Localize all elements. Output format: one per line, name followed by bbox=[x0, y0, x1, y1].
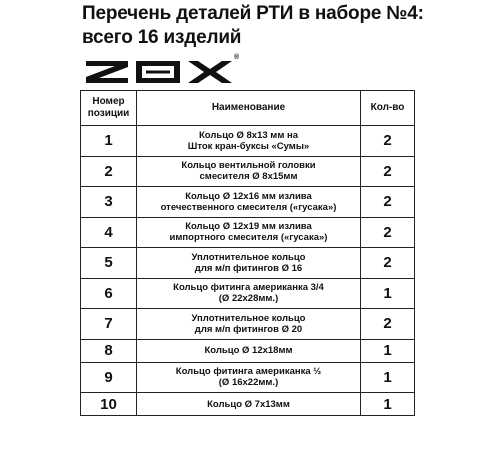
part-quantity: 1 bbox=[361, 339, 415, 362]
table-row bbox=[81, 248, 415, 279]
part-name bbox=[137, 362, 361, 393]
position-number: 3 bbox=[81, 187, 137, 218]
part-name-line: Кольцо Ø 7x13мм bbox=[207, 398, 290, 410]
part-name bbox=[137, 393, 361, 416]
zox-logo bbox=[84, 58, 234, 86]
header-name: Наименование bbox=[137, 91, 361, 126]
position-number: 1 bbox=[81, 126, 137, 157]
part-name bbox=[137, 217, 361, 248]
part-name-line: для м/п фитингов Ø 16 bbox=[194, 262, 303, 274]
part-name-line: Кольцо Ø 12x18мм bbox=[204, 345, 293, 356]
part-quantity: 2 bbox=[361, 217, 415, 248]
part-name bbox=[137, 156, 361, 187]
part-quantity: 2 bbox=[361, 126, 415, 157]
parts-table bbox=[80, 90, 415, 416]
position-number: 6 bbox=[81, 278, 137, 309]
part-quantity: 1 bbox=[361, 362, 415, 393]
part-name-line: Кольцо Ø 12x19 мм излива bbox=[185, 221, 312, 233]
table-row bbox=[81, 126, 415, 157]
table-row bbox=[81, 393, 415, 416]
part-quantity: 2 bbox=[361, 187, 415, 218]
position-number: 10 bbox=[81, 393, 137, 416]
part-quantity: 2 bbox=[361, 248, 415, 279]
table-row bbox=[81, 156, 415, 187]
part-name bbox=[137, 126, 361, 157]
table-row bbox=[81, 217, 415, 248]
part-quantity: 1 bbox=[361, 393, 415, 416]
part-quantity: 2 bbox=[361, 309, 415, 340]
position-number: 5 bbox=[81, 248, 137, 279]
part-name bbox=[137, 187, 361, 218]
heading-title: Перечень деталей РТИ в наборе №4: bbox=[82, 3, 424, 24]
part-name bbox=[137, 248, 361, 279]
part-name-line: Кольцо фитинга американка 3/4 bbox=[173, 282, 324, 294]
part-name-line: Кольцо вентильной головки bbox=[181, 160, 316, 172]
registered-mark: ® bbox=[234, 54, 240, 61]
table-row bbox=[81, 278, 415, 309]
part-name-line: Шток кран-буксы «Сумы» bbox=[187, 140, 310, 152]
header-number-line2: позиции bbox=[87, 108, 130, 119]
part-name-line: смесителя Ø 8x15мм bbox=[199, 171, 298, 183]
position-number: 2 bbox=[81, 156, 137, 187]
part-name-line: Уплотнительное кольцо bbox=[191, 251, 306, 263]
part-name-line: для м/п фитингов Ø 20 bbox=[194, 323, 303, 335]
part-quantity: 2 bbox=[361, 156, 415, 187]
part-name-line: (Ø 22x28мм.) bbox=[218, 293, 279, 305]
header-qty: Кол-во bbox=[361, 91, 415, 126]
part-name-line: Кольцо фитинга американка ½ bbox=[175, 366, 322, 378]
position-number: 8 bbox=[81, 339, 137, 362]
page-heading bbox=[82, 2, 492, 50]
part-name-line: Кольцо Ø 12x16 мм излива bbox=[185, 190, 312, 202]
header-number bbox=[81, 91, 137, 126]
part-name-line: Кольцо Ø 8x13 мм на bbox=[198, 129, 299, 141]
table-row bbox=[81, 339, 415, 362]
table-row bbox=[81, 309, 415, 340]
part-name-line: импортного смесителя («гусака») bbox=[169, 232, 328, 244]
position-number: 7 bbox=[81, 309, 137, 340]
table-row bbox=[81, 362, 415, 393]
table-header-row bbox=[81, 91, 415, 126]
part-name-line: Уплотнительное кольцо bbox=[191, 312, 306, 324]
header-number-line1: Номер bbox=[92, 96, 125, 107]
part-name bbox=[137, 278, 361, 309]
position-number: 9 bbox=[81, 362, 137, 393]
position-number: 4 bbox=[81, 217, 137, 248]
part-name bbox=[137, 339, 361, 362]
table-row bbox=[81, 187, 415, 218]
heading-subtitle: всего 16 изделий bbox=[82, 27, 242, 48]
part-name bbox=[137, 309, 361, 340]
part-name-line: (Ø 16x22мм.) bbox=[218, 377, 279, 389]
part-name-line: отечественного смесителя («гусака») bbox=[160, 201, 337, 213]
zox-logo-graphic bbox=[84, 58, 234, 86]
part-quantity: 1 bbox=[361, 278, 415, 309]
